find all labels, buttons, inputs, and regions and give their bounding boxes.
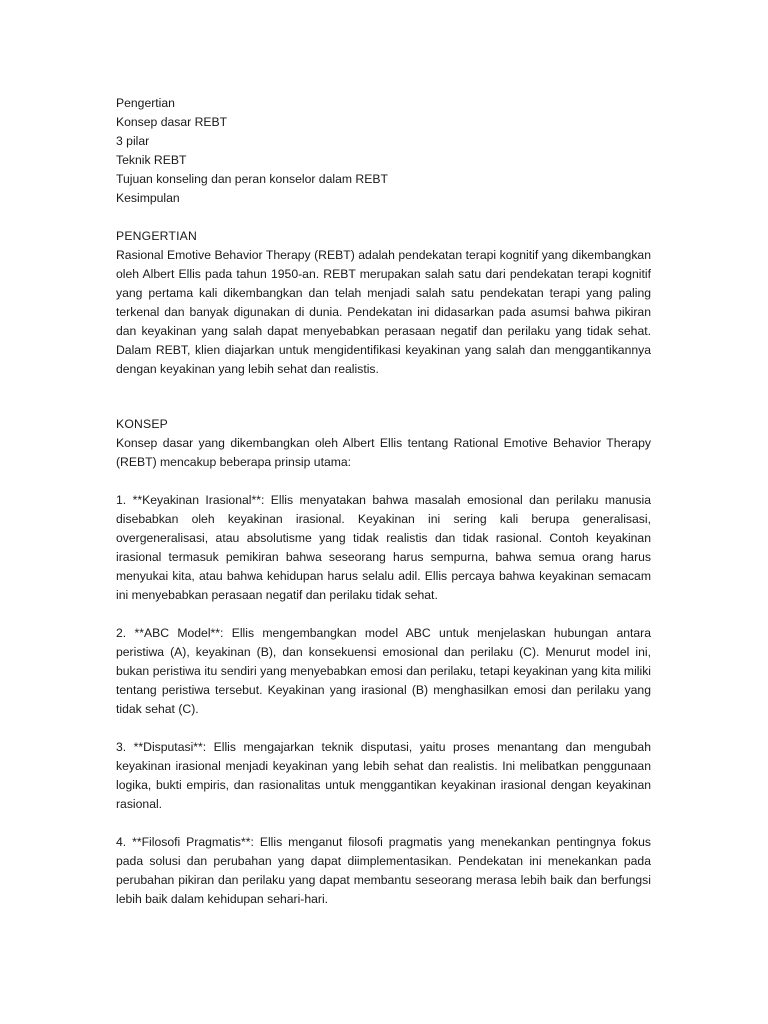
list-item-keyakinan-irasional: 1. **Keyakinan Irasional**: Ellis menyatakan bahwa masalah emosional dan perilaku manusia disebabkan oleh keyakinan irasional. Keyakinan ini sering kali berupa generalisasi, overgeneralisasi, atau absolutisme yang tidak realistis dan tidak rasional. Contoh keyakinan irasional termasuk pemikiran bahwa seseorang harus sempurna, bahwa semua orang harus menyukai kita, atau bahwa kehidupan harus selalu adil. Ellis percaya bahwa keyakinan semacam ini menyebabkan perasaan negatif dan perilaku tidak sehat. — [116, 493, 651, 602]
toc-item-3-pilar: 3 pilar — [116, 134, 150, 148]
toc-item-konsep-dasar: Konsep dasar REBT — [116, 115, 228, 129]
list-item-disputasi: 3. **Disputasi**: Ellis mengajarkan teknik disputasi, yaitu proses menantang dan mengubah keyakinan irasional menjadi keyakinan yang lebih sehat dan realistis. Ini melibatkan penggunaan logika, bukti empiris, dan rasionalitas untuk menggantikan keyakinan irasional dengan keyakinan rasional. — [116, 740, 651, 811]
paragraph-pengertian: Rasional Emotive Behavior Therapy (REBT) adalah pendekatan terapi kognitif yang dikembangkan oleh Albert Ellis pada tahun 1950-an. REBT merupakan salah satu dari pendekatan terapi kognitif yang pertama kali dikembangkan dan telah menjadi salah satu pendekatan terapi yang paling terkenal dan banyak digunakan di dunia. Pendekatan ini didasarkan pada asumsi bahwa pikiran dan keyakinan yang salah dapat menyebabkan perasaan negatif dan perilaku yang tidak sehat. Dalam REBT, klien diajarkan untuk mengidentifikasi keyakinan yang salah dan menggantikannya dengan keyakinan yang lebih sehat dan realistis. — [116, 248, 651, 376]
toc-item-tujuan: Tujuan konseling dan peran konselor dalam REBT — [116, 172, 388, 186]
section-konsep — [116, 415, 651, 909]
table-of-contents — [116, 94, 651, 208]
list-item-filosofi-pragmatis: 4. **Filosofi Pragmatis**: Ellis menganut filosofi pragmatis yang menekankan pentingnya fokus pada solusi dan perubahan yang dapat diimplementasikan. Pendekatan ini menekankan pada perubahan pikiran dan perilaku yang dapat membantu seseorang merasa lebih baik dan berfungsi lebih baik dalam kehidupan sehari-hari. — [116, 835, 651, 906]
toc-item-pengertian: Pengertian — [116, 96, 175, 110]
paragraph-konsep-intro: Konsep dasar yang dikembangkan oleh Albert Ellis tentang Rational Emotive Behavior Therapy (REBT) mencakup beberapa prinsip utama: — [116, 436, 651, 469]
document-body — [116, 94, 651, 909]
section-heading-pengertian: PENGERTIAN — [116, 229, 198, 243]
section-pengertian — [116, 227, 651, 379]
section-heading-konsep: KONSEP — [116, 417, 168, 431]
list-item-abc-model: 2. **ABC Model**: Ellis mengembangkan model ABC untuk menjelaskan hubungan antara peristiwa (A), keyakinan (B), dan konsekuensi emosional dan perilaku (C). Menurut model ini, bukan peristiwa itu sendiri yang menyebabkan emosi dan perilaku, tetapi keyakinan yang kita miliki tentang peristiwa tersebut. Keyakinan yang irasional (B) menghasilkan emosi dan perilaku yang tidak sehat (C). — [116, 626, 651, 716]
toc-item-kesimpulan: Kesimpulan — [116, 191, 180, 205]
toc-item-teknik: Teknik REBT — [116, 153, 187, 167]
